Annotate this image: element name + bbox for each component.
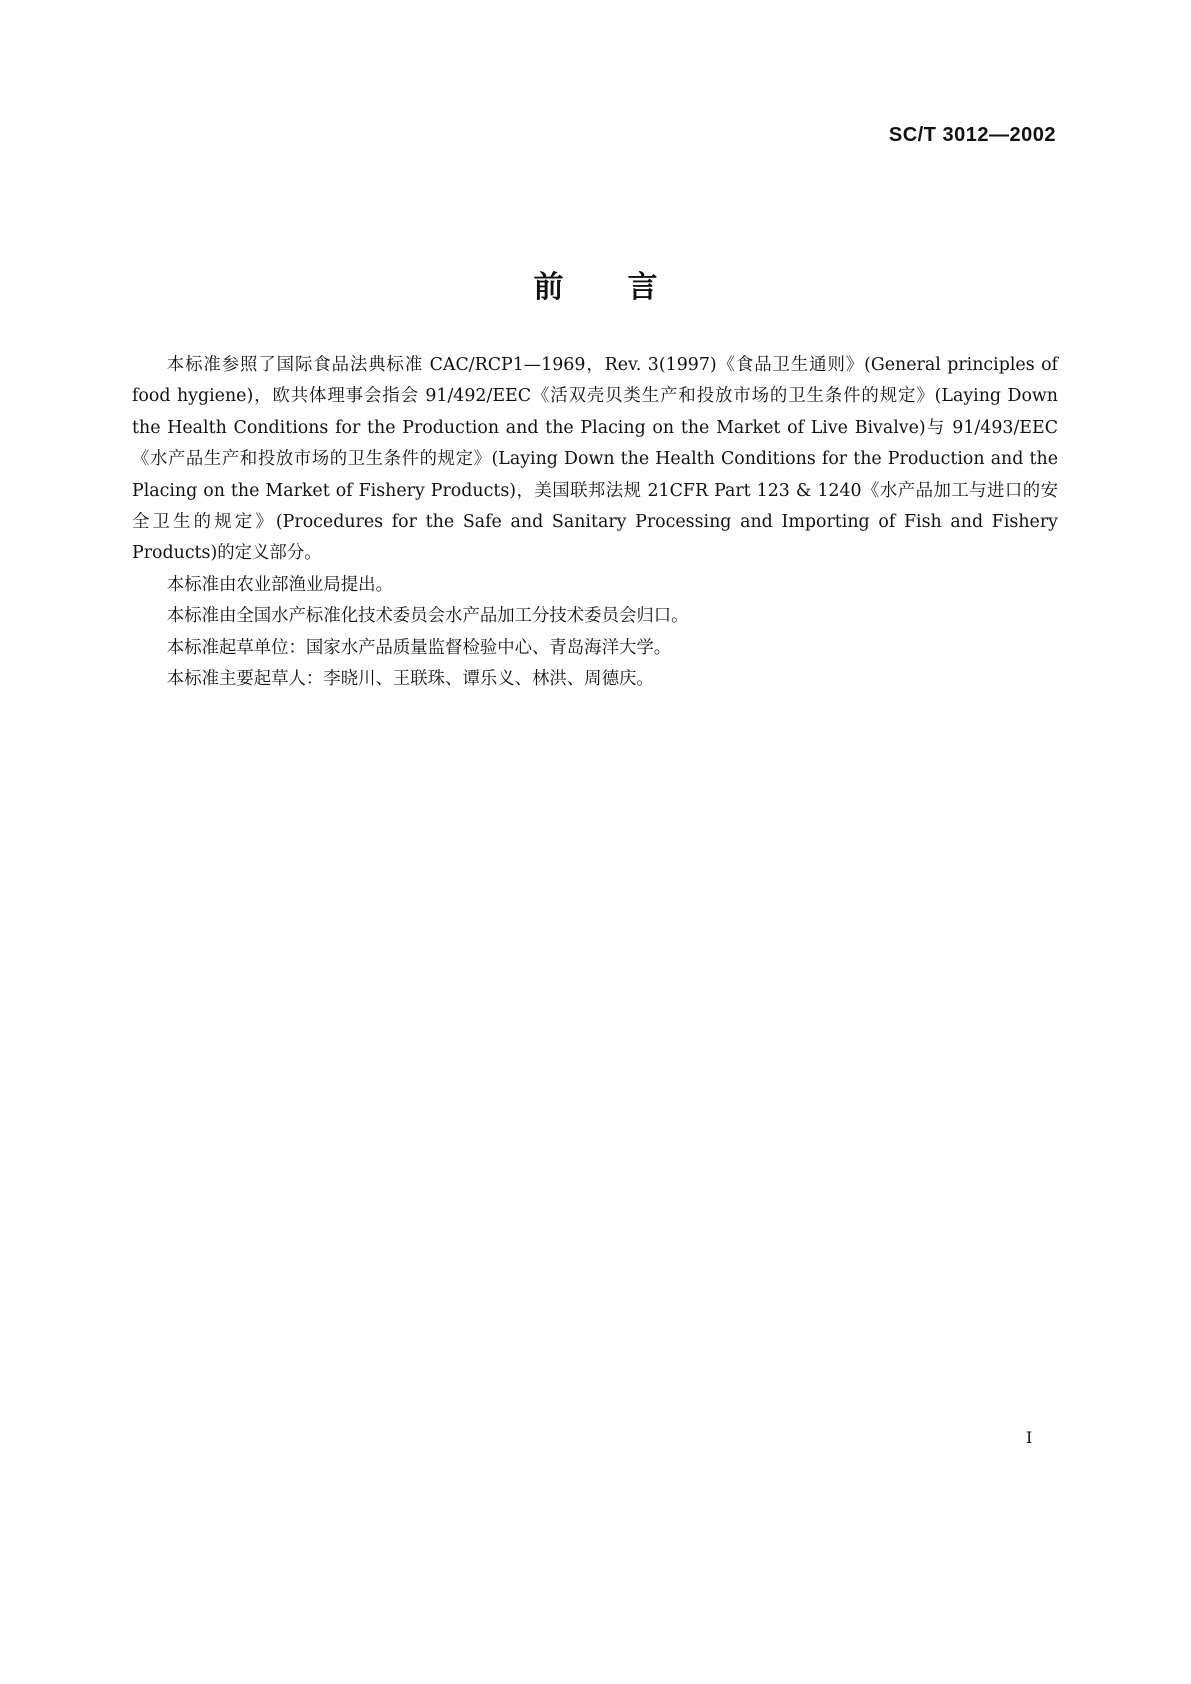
- foreword-paragraph-proposer: 本标准由农业部渔业局提出。: [166, 574, 393, 595]
- foreword-paragraph-committee: 本标准由全国水产标准化技术委员会水产品加工分技术委员会归口。: [166, 606, 689, 627]
- foreword-paragraph-references: 本标准参照了国际食品法典标准 CAC/RCP1—1969，Rev. 3(1997)《食品卫生通则》(General principles of food hygiene)，欧共体理事会指会 91/492/EEC《活双壳贝类生产和投放市场的卫生条件的规定》(Laying Down the Health Conditions for the Production and the Placing on the Market of Live Bivalve)与 91/493/EEC《水产品生产和投放市场的卫生条件的规定》(Laying Down the Health Conditions for the Production and the Placing on the Market of Fishery Products)，美国联邦法规 21CFR Part 123 & 1240《水产品加工与进口的安全卫生的规定》(Procedures for the Safe and Sanitary Processing and Importing of Fish and Fishery Products)的定义部分。: [132, 355, 1058, 564]
- page-number: I: [1026, 1428, 1033, 1447]
- foreword-paragraph-drafters: 本标准主要起草人：李晓川、王联珠、谭乐义、林洪、周德庆。: [166, 669, 654, 690]
- standard-code: SC/T 3012—2002: [888, 124, 1056, 146]
- title-char-2: 言: [627, 270, 658, 305]
- foreword-paragraph-drafting-units: 本标准起草单位：国家水产品质量监督检验中心、青岛海洋大学。: [166, 637, 672, 658]
- title-char-1: 前: [533, 270, 564, 305]
- page-title: [0, 268, 1191, 308]
- foreword-body: [132, 350, 1058, 695]
